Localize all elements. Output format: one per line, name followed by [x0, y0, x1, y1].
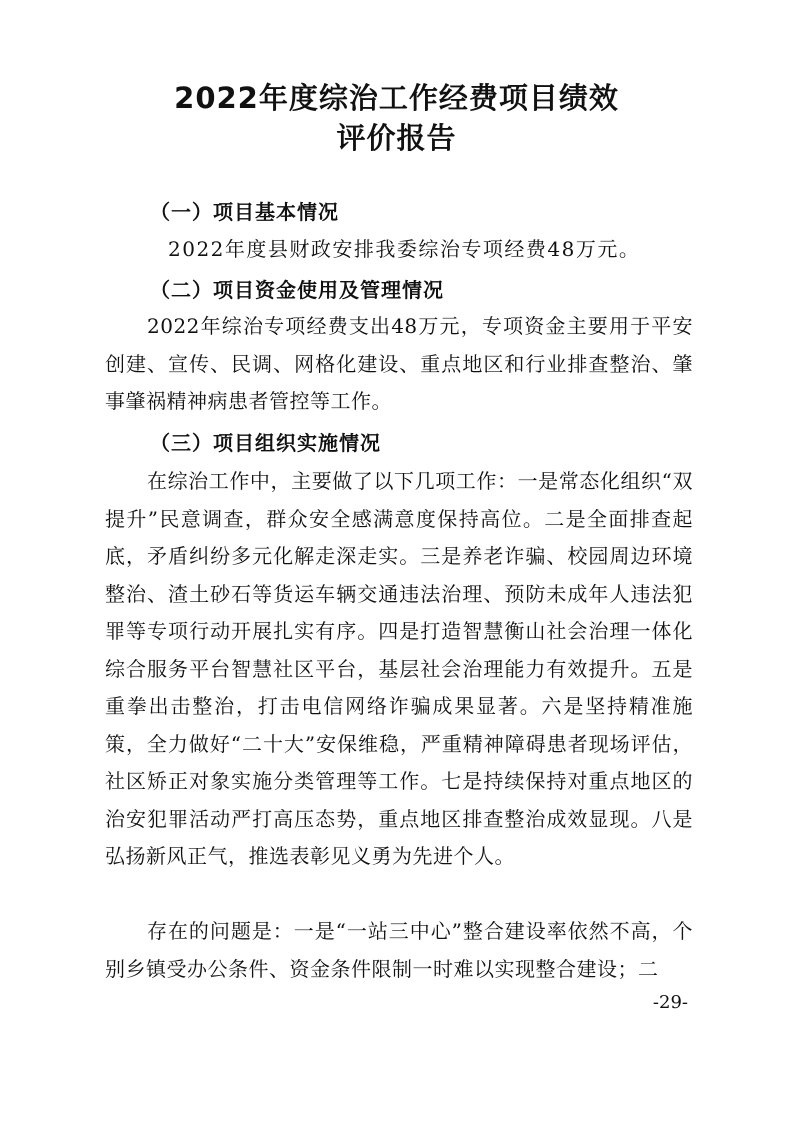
section-3-problems: 存在的问题是：一是“一站三中心”整合建设率依然不高，个别乡镇受办公条件、资金条件限制一时难以实现整合建设；二: [105, 919, 693, 981]
page-number: -29-: [652, 992, 688, 1013]
section-1-body: 2022年度县财政安排我委综治专项经费48万元。: [168, 237, 641, 261]
document-title-line-2: 评价报告: [336, 121, 457, 155]
section-3-body: 在综治工作中，主要做了以下几项工作：一是常态化组织“双提升”民意调查，群众安全感满意度保持高位。二是全面排查起底，矛盾纠纷多元化解走深走实。三是养老诈骗、校园周边环境整治、渣土砂石等货运车辆交通违法治理、预防未成年人违法犯罪等专项行动开展扎实有序。四是打造智慧衡山社会治理一体化综合服务平台智慧社区平台，基层社会治理能力有效提升。五是重拳出击整治，打击电信网络诈骗成果显著。六是坚持精准施策，全力做好“二十大”安保维稳，严重精神障碍患者现场评估，社区矫正对象实施分类管理等工作。七是持续保持对重点地区的治安犯罪活动严打高压态势，重点地区排查整治成效显现。八是弘扬新风正气，推选表彰见义勇为先进个人。: [105, 469, 693, 868]
section-2-body: 2022年综治专项经费支出48万元，专项资金主要用于平安创建、宣传、民调、网格化建设、重点地区和行业排查整治、肇事肇祸精神病患者管控等工作。: [105, 314, 693, 413]
section-3-heading: （三）项目组织实施情况: [150, 431, 381, 455]
document-title-line-1: 2022年度综治工作经费项目绩效: [174, 81, 619, 115]
section-2-heading: （二）项目资金使用及管理情况: [150, 278, 444, 302]
section-1-heading: （一）项目基本情况: [150, 200, 339, 224]
